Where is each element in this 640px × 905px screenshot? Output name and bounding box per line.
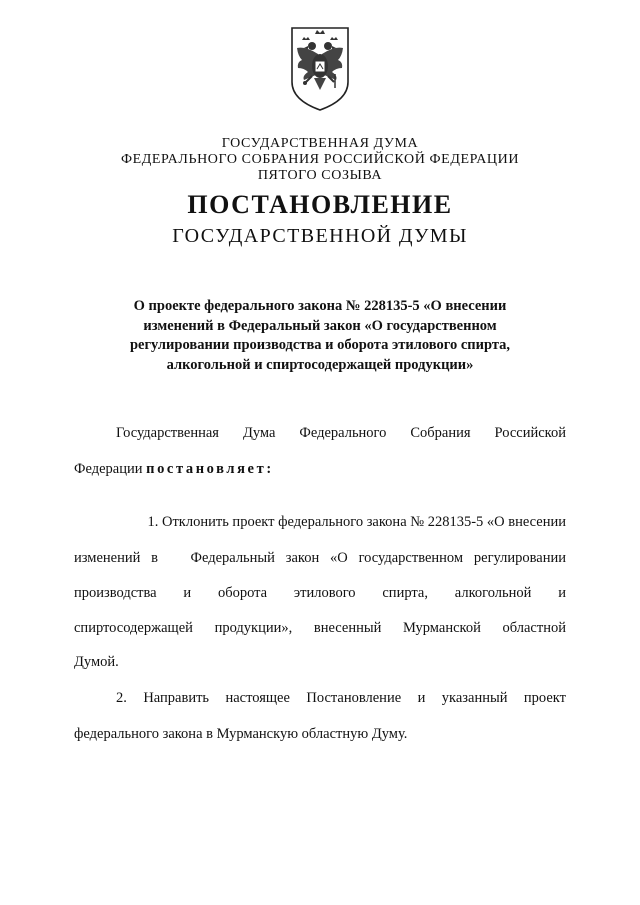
word: Государственная bbox=[116, 425, 219, 441]
word: областной bbox=[502, 620, 566, 636]
subject-line: алкогольной и спиртосодержащей продукции» bbox=[166, 356, 474, 373]
preamble-line-1 bbox=[116, 424, 566, 442]
header-line-1: ГОСУДАРСТВЕННАЯ ДУМА bbox=[221, 136, 419, 151]
clause1-line-4 bbox=[74, 619, 566, 637]
word: проект bbox=[523, 690, 566, 706]
word: Дума bbox=[242, 425, 276, 441]
clause2-line-2: федерального закона в Мурманскую областную Думу. bbox=[74, 726, 408, 742]
subject-line: регулировании производства и оборота этилового спирта, bbox=[129, 337, 511, 353]
word: производства bbox=[74, 585, 157, 601]
word: Мурманской bbox=[403, 620, 481, 636]
word: и bbox=[558, 585, 566, 601]
document-subtitle: ГОСУДАРСТВЕННОЙ ДУМЫ bbox=[172, 225, 468, 247]
word: и bbox=[183, 585, 192, 601]
document-title: ПОСТАНОВЛЕНИЕ bbox=[187, 190, 453, 219]
word: Федерального bbox=[299, 425, 387, 441]
preamble-line-2 bbox=[74, 460, 566, 478]
subject-block bbox=[0, 297, 640, 375]
header-line-2: ФЕДЕРАЛЬНОГО СОБРАНИЯ РОССИЙСКОЙ ФЕДЕРАЦИИ bbox=[120, 152, 520, 167]
clause1-line-5: Думой. bbox=[74, 654, 119, 670]
word: этилового bbox=[293, 585, 356, 601]
word: продукции», bbox=[214, 620, 293, 636]
word: Российской bbox=[494, 425, 566, 441]
word: оборота bbox=[217, 585, 268, 601]
word: 2. bbox=[116, 690, 127, 706]
clause1-line-1: 1. Отклонить проект федерального закона № 228135-5 «О внесении bbox=[147, 514, 566, 530]
word: настоящее bbox=[225, 690, 290, 706]
subject-line: О проекте федерального закона № 228135-5 «О внесении bbox=[133, 298, 507, 314]
clause2-line-1 bbox=[116, 689, 566, 707]
word: указанный bbox=[441, 690, 508, 706]
word: и bbox=[417, 690, 426, 706]
word: спиртосодержащей bbox=[74, 620, 193, 636]
clause1-line-2: изменений в Федеральный закон «О государственном регулировании bbox=[74, 550, 566, 566]
word: алкогольной bbox=[454, 585, 532, 601]
word: Собрания bbox=[410, 425, 471, 441]
word: спирта, bbox=[382, 585, 428, 601]
word: Постановление bbox=[306, 690, 402, 706]
subject-line: изменений в Федеральный закон «О государственном bbox=[143, 317, 497, 334]
header-line-3: ПЯТОГО СОЗЫВА bbox=[257, 168, 383, 183]
coat-of-arms-icon bbox=[288, 24, 352, 112]
word: внесенный bbox=[313, 620, 382, 636]
word: Направить bbox=[143, 690, 210, 706]
resolution-verb: постановляет: bbox=[146, 461, 274, 477]
word: Федерации bbox=[74, 461, 143, 477]
clause1-line-3 bbox=[74, 584, 566, 602]
